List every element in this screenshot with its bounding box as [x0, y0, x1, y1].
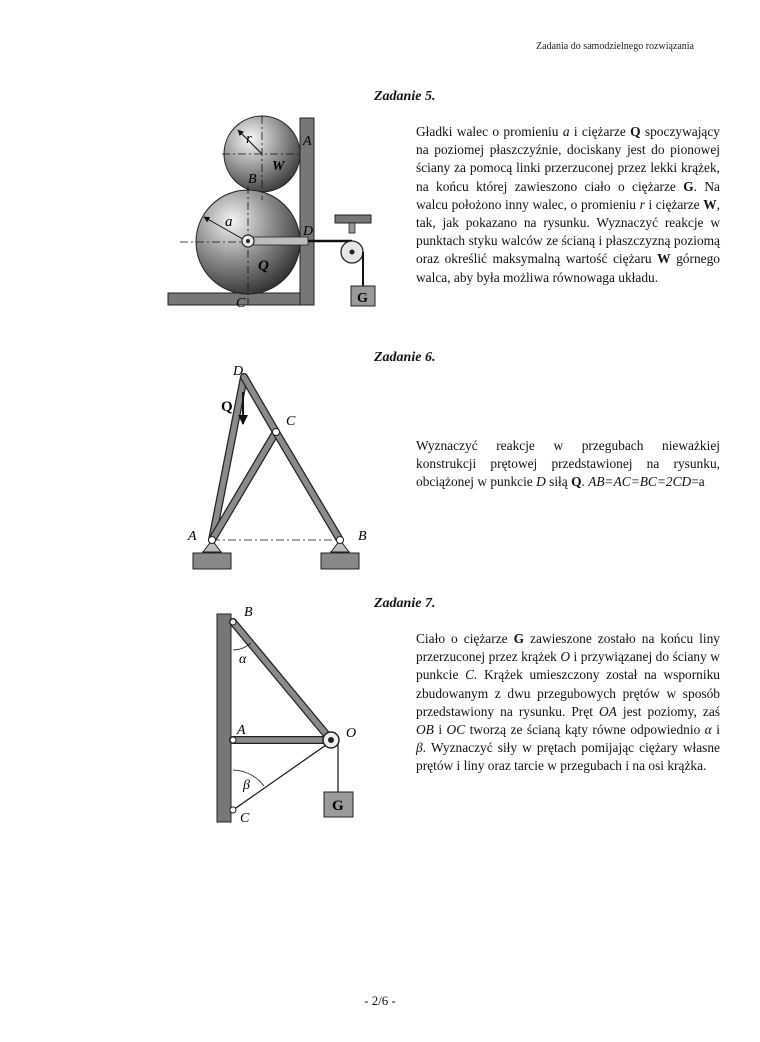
label-A: A	[188, 529, 197, 544]
text-run: jest poziomy, zaś	[616, 703, 720, 719]
label-C: C	[236, 296, 246, 311]
text-run: i ciężarze	[569, 124, 631, 139]
label-B: B	[248, 172, 257, 187]
label-Q: Q	[258, 258, 269, 274]
label-a: a	[225, 214, 233, 230]
text-run: α	[704, 722, 712, 738]
wall	[217, 614, 231, 822]
text-run: G	[513, 631, 525, 646]
text-run: D	[536, 474, 546, 490]
label-C: C	[286, 414, 296, 429]
label-G: G	[357, 291, 368, 306]
task5-title: Zadanie 5.	[374, 89, 436, 104]
hinge-C	[273, 429, 280, 436]
text-run: r	[639, 196, 645, 212]
label-C: C	[240, 811, 250, 826]
label-A: A	[237, 723, 246, 738]
label-D: D	[303, 224, 314, 239]
text-run: C.	[465, 667, 478, 683]
text-run: AB=AC=BC=2CD	[588, 474, 692, 490]
text-run: spoczywający na poziomej płaszczyźnie, dociskany jest do pionowej ściany za pomocą linki przerzuconej przez lekki krążek, na końcu której zawieszono ciało o ciężarze	[416, 124, 720, 194]
label-B: B	[358, 529, 367, 544]
text-run: Q	[630, 124, 641, 139]
text-run: i	[711, 722, 720, 738]
label-W: W	[272, 159, 285, 174]
text-run: tworzą ze ścianą kąty równe odpowiednio	[465, 722, 705, 738]
task6-title: Zadanie 6.	[374, 350, 436, 365]
task7-figure	[210, 598, 360, 826]
text-run: OC	[446, 722, 466, 738]
task5-figure	[160, 110, 390, 315]
text-run: Wyznaczyć reakcje w przegubach nieważkiej konstrukcji prętowej przedstawionej na rysunku, obciążonej w punkcie	[416, 438, 720, 490]
text-run: Krążek umieszczony został na wsporniku zbudowanym z dwu przegubowych prętów w sposób przedstawiony na rysunku. Pręt	[416, 667, 720, 719]
text-run: górnego walca, aby była możliwa równowaga układu.	[416, 251, 720, 285]
task6-text	[416, 437, 720, 492]
text-run: .	[581, 474, 589, 490]
label-Q: Q	[221, 399, 233, 415]
hinge-C	[230, 807, 236, 813]
label-r: r	[246, 131, 252, 147]
task7-text	[416, 630, 720, 776]
text-run: Gładki walec o promieniu	[416, 124, 563, 139]
task7-title: Zadanie 7.	[374, 596, 436, 611]
text-run: , tak, jak pokazano na rysunku. Wyznaczyć reakcje w punktach styku walców ze ścianą i płaszczyzną poziomą oraz określić maksymalną wartość ciężaru	[416, 196, 720, 267]
text-run: W	[703, 196, 717, 212]
text-run: OB	[416, 722, 434, 738]
text-run: W	[657, 251, 671, 267]
text-run: β	[416, 740, 423, 756]
text-run: G	[683, 178, 694, 194]
label-alpha: α	[239, 652, 247, 667]
text-run: a	[562, 124, 570, 139]
text-run: . Na walcu położono inny walec, o promieniu	[416, 178, 720, 212]
text-run: =a	[691, 474, 705, 490]
task6-figure	[180, 360, 380, 575]
label-O: O	[346, 726, 357, 741]
label-G: G	[332, 798, 344, 814]
hinge-B	[230, 619, 236, 625]
text-run: . Wyznaczyć siły w prętach pomijając ciężary własne prętów i liny oraz tarcie w przegubach i na osi krążka.	[416, 740, 720, 774]
text-run: siłą	[545, 474, 572, 490]
page-number: - 2/6 -	[364, 993, 396, 1008]
text-run: OA	[598, 703, 617, 719]
text-run: i	[433, 722, 447, 738]
axle-rod	[248, 237, 308, 245]
label-A: A	[303, 134, 312, 149]
hinge-A	[230, 737, 236, 743]
text-run: Q	[571, 474, 582, 490]
text-run: zawieszone zostało na końcu liny przerzuconej przez krążek	[416, 631, 720, 665]
label-B: B	[244, 605, 253, 620]
text-run: O	[560, 649, 571, 665]
label-beta: β	[243, 778, 250, 793]
text-run: Ciało o ciężarze	[416, 631, 514, 646]
running-header: Zadania do samodzielnego rozwiązania	[536, 41, 694, 52]
text-run: i przywiązanej do ściany w punkcie	[416, 649, 720, 683]
text-run: i ciężarze	[644, 196, 704, 212]
label-D: D	[233, 364, 244, 379]
task5-text	[416, 123, 720, 287]
pulley-support	[335, 215, 371, 223]
